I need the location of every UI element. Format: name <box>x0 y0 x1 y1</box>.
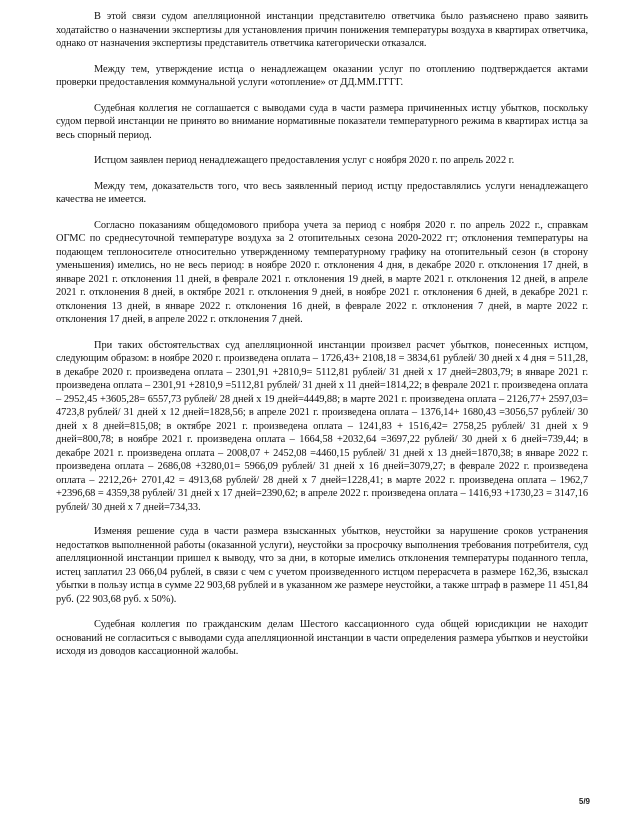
page-number: 5/9 <box>578 797 590 806</box>
paragraph-loss-calculation: При таких обстоятельствах суд апелляционной инстанции произвел расчет убытков, понесенных истцом, следующим образом: в ноябре 2020 г. произведена оплата – 1726,43+ 2108,18 = 3834,61 рублей/ 30 дней х 4 дня = 511,28, в декабре 2020 г. произведена оплата – 2301,91 +2810,9= 5112,81 рублей/ 31 дней х 17 дней=2803,79; в январе 2021 г. произведена оплата – 2301,91 +2810,9 =5112,81 рублей/ 31 дней х 11 дней=1814,22; в феврале 2021 г. произведена оплата – 2952,45 +3605,28= 6557,73 рублей/ 28 дней х 19 дней=4449,88; в марте 2021 г. произведена оплата – 2126,77+ 2597,03= 4723,8 рублей/ 31 дней х 12 дней=1828,56; в апреле 2021 г. произведена оплата – 1376,14+ 1680,43 =3056,57 рублей/ 30 дней х 8 дней=815,08; в октябре 2021 г. произведена оплата – 1241,83 + 1516,42= 2758,25 рублей/ 31 дней х 9 дней=800,78; в ноябре 2021 г. произведена оплата – 1664,58 +2032,64 =3697,22 рублей/ 30 дней х 6 дней=739,44; в декабре 2021 г. произведена оплата – 2008,07 + 2452,08 =4460,15 рублей/ 31 дней х 13 дней=1870,38; в январе 2022 г. произведена оплата – 2686,08 +3280,01= 5966,09 рублей/ 31 дней х 16 дней=3079,27; в феврале 2022 г. произведена оплата – 2212,26+ 2701,42 = 4913,68 рублей/ 28 дней х 7 дней=1228,41; в марте 2022 г. произведена оплата – 1962,7 +2396,68 = 4359,38 рублей/ 31 дней х 17 дней=2390,62; в апреле 2022 г. произведена оплата – 1416,93 +1730,23 = 3147,16 рублей/ 30 дней х 7 дней=734,33. <box>56 339 588 513</box>
document-body <box>56 10 588 671</box>
paragraph-amended-decision: Изменяя решение суда в части размера взысканных убытков, неустойки за нарушение сроков устранения недостатков выполненной работы (оказанной услуги), неустойки за просрочку выполнения требования потребителя, суд апелляционной инстанции пришел к выводу, что за дни, в которые имелись отклонения температуры поданного тепла, истец заплатил 23 066,04 рублей, в связи с чем с учетом произведенного истцом перерасчета в размере 162,36, взыскал убытки в пользу истца в сумме 22 903,68 рублей и в указанном же размере неустойки, а также штраф в размере 11 451,84 руб. (22 903,68 руб. х 50%). <box>56 526 588 605</box>
paragraph-deviation-days: Согласно показаниям общедомового прибора учета за период с ноября 2020 г. по апрель 2022 г., справкам ОГМС по среднесуточной температуре воздуха за 2 отопительных сезона 2020-2022 гг; отклонения температуры на подающем теплоносителе относительно утвержденному температурному графику на отопительный сезон (в сторону уменьшения) имелись, но не весь период: в ноябре 2020 г. отклонения 4 дня, в декабре 2020 г. отклонения 17 дней, в январе 2021 г. отклонения 11 дней, в феврале 2021 г. отклонения 19 дней, в марте 2021 г. отклонения 12 дней, в апреле 2021 г. отклонения 8 дней, в октябре 2021 г. отклонения 9 дней, в ноябре 2021 г. отклонения 6 дней, в декабре 2021 г. отклонения 13 дней, в январе 2022 г. отклонения 16 дней, в феврале 2022 г. отклонения 7 дней, в марте 2022 г. отклонения 17 дней, в апреле 2022 г. отклонения 7 дней. <box>56 219 588 325</box>
paragraph-no-evidence: Между тем, доказательств того, что весь заявленный период истцу предоставлялись услуги ненадлежащего качества не имеется. <box>56 180 588 205</box>
paragraph-expertise-refusal: В этой связи судом апелляционной инстанции представителю ответчика было разъяснено право заявить ходатайство о назначении экспертизы для установления причин понижения температуры воздуха в квартирах ответчика, однако от назначения экспертизы представитель ответчика категорически отказался. <box>56 11 588 49</box>
paragraph-court-conclusion: Судебная коллегия по гражданским делам Шестого кассационного суда общей юрисдикции не находит оснований не согласиться с выводами суда апелляционной инстанции в части определения размера убытков и неустойки исходя из доводов кассационной жалобы. <box>56 619 588 657</box>
paragraph-inspection-acts: Между тем, утверждение истца о ненадлежащем оказании услуг по отоплению подтверждается актами проверки предоставления коммунальной услуги «отопление» от ДД.ММ.ГГГГ. <box>56 63 588 88</box>
paragraph-disagreement-losses: Судебная коллегия не соглашается с выводами суда в части размера причиненных истцу убытков, поскольку судом первой инстанции не принято во внимание нормативные показатели температурного режима в квартирах истца за весь спорный период. <box>56 102 588 141</box>
paragraph-claimed-period: Истцом заявлен период ненадлежащего предоставления услуг с ноября 2020 г. по апрель 2022 г. <box>94 155 515 166</box>
